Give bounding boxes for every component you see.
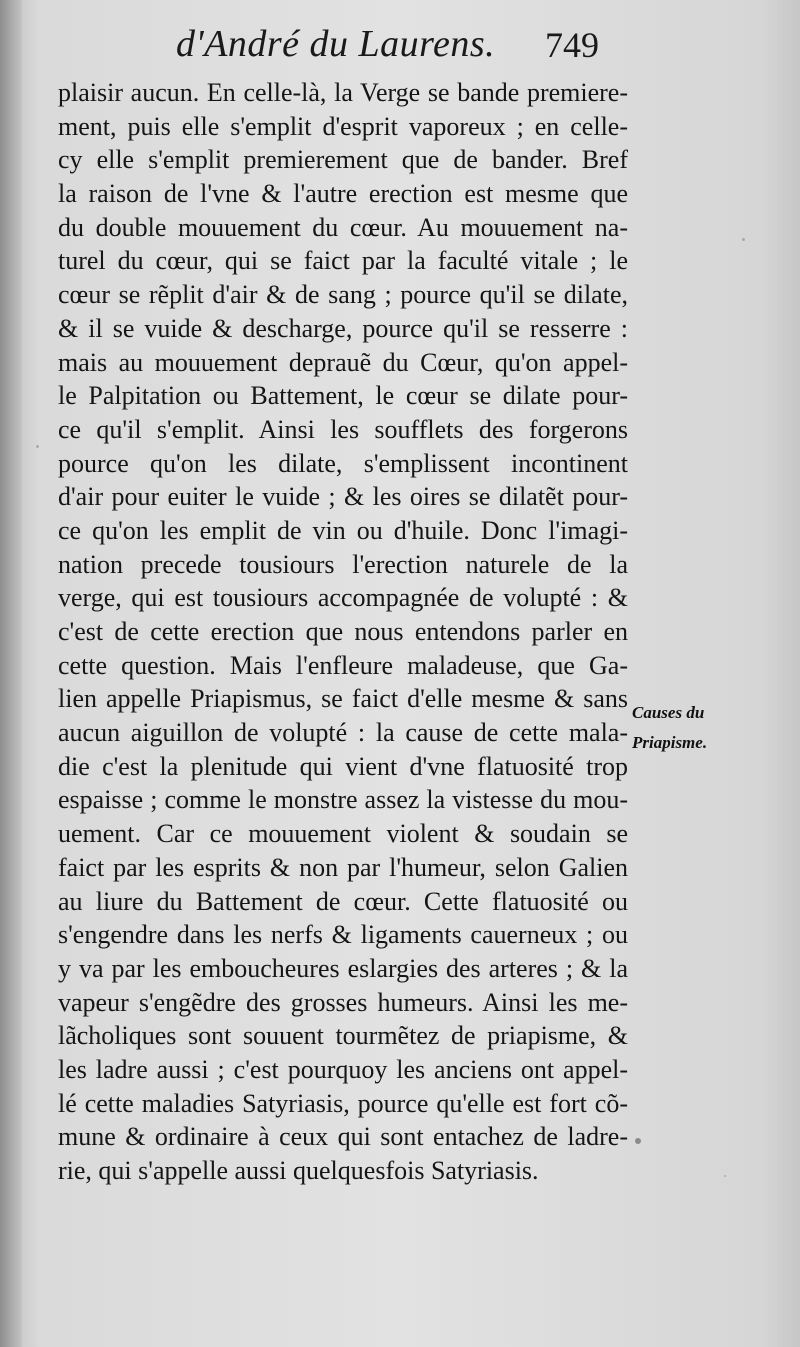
text-line: la raison de l'vne & l'autre erection est mesme que — [58, 179, 628, 209]
body-text — [58, 76, 628, 1188]
paper-speck — [724, 1175, 726, 1177]
text-line: lãcholiques sont souuent tourmẽtez de priapisme, & — [58, 1021, 628, 1051]
text-line: ment, puis elle s'emplit d'esprit vaporeux ; en celle- — [58, 111, 628, 141]
paper-speck — [742, 238, 745, 241]
text-line: plaisir aucun. En celle-là, la Verge se bande premiere- — [58, 78, 628, 107]
text-line: turel du cœur, qui se faict par la faculté vitale ; le — [58, 246, 628, 276]
text-line: pource qu'on les dilate, s'emplissent incontinent — [58, 448, 628, 478]
text-line: cette question. Mais l'enfleure maladeuse, que Ga- — [58, 650, 628, 680]
paper-speck — [36, 445, 39, 448]
text-line: lien appelle Priapismus, se faict d'elle mesme & sans — [58, 684, 628, 714]
text-line: mune & ordinaire à ceux qui sont entachez de ladre- — [58, 1122, 628, 1152]
text-line: cy elle s'emplit premierement que de bander. Bref — [58, 145, 628, 175]
text-line: uement. Car ce mouuement violent & soudain se — [58, 819, 628, 849]
text-line: lé cette maladies Satyriasis, pource qu'elle est fort cõ- — [58, 1088, 628, 1118]
text-line: cœur se rẽplit d'air & de sang ; pource qu'il se dilate, — [58, 280, 628, 310]
text-line: le Palpitation ou Battement, le cœur se dilate pour- — [58, 381, 628, 411]
text-line: ce qu'il s'emplit. Ainsi les soufflets des forgerons — [58, 414, 628, 444]
margin-note-line: Causes du — [632, 703, 705, 722]
margin-note — [632, 698, 742, 758]
text-line: vapeur s'engẽdre des grosses humeurs. Ainsi les me- — [58, 987, 628, 1017]
text-line: & il se vuide & descharge, pource qu'il se resserre : — [58, 313, 628, 343]
running-head: d'André du Laurens. — [176, 23, 496, 65]
text-line: rie, qui s'appelle aussi quelquesfois Satyriasis. — [58, 1156, 539, 1185]
text-line: c'est de cette erection que nous entendons parler en — [58, 617, 628, 646]
text-line: ce qu'on les emplit de vin ou d'huile. Donc l'imagi- — [58, 515, 628, 545]
text-line: nation precede tousiours l'erection naturele de la — [58, 549, 628, 579]
text-line: die c'est la plenitude qui vient d'vne flatuosité trop — [58, 751, 628, 781]
page-number: 749 — [545, 25, 599, 65]
margin-note-line: Priapisme. — [632, 733, 708, 752]
text-line: mais au mouuement deprauẽ du Cœur, qu'on appel- — [58, 347, 628, 377]
text-line: espaisse ; comme le monstre assez la vistesse du mou- — [58, 785, 628, 815]
text-line: verge, qui est tousiours accompagnée de volupté : & — [58, 583, 628, 613]
text-line: d'air pour euiter le vuide ; & les oires se dilatẽt pour- — [58, 482, 628, 512]
text-line: aucun aiguillon de volupté : la cause de cette mala- — [58, 718, 628, 748]
page-header — [0, 22, 800, 72]
text-line: du double mouuement du cœur. Au mouuement na- — [58, 212, 628, 242]
text-line: faict par les esprits & non par l'humeur, selon Galien — [58, 852, 628, 882]
text-line: au liure du Battement de cœur. Cette flatuosité ou — [58, 886, 628, 916]
paper-speck — [635, 1138, 641, 1144]
text-line: les ladre aussi ; c'est pourquoy les anciens ont appel- — [58, 1054, 628, 1084]
binding-gutter — [0, 0, 22, 1347]
text-line: s'engendre dans les nerfs & ligaments cauerneux ; ou — [58, 920, 628, 950]
text-line: y va par les emboucheures eslargies des arteres ; & la — [58, 953, 628, 983]
